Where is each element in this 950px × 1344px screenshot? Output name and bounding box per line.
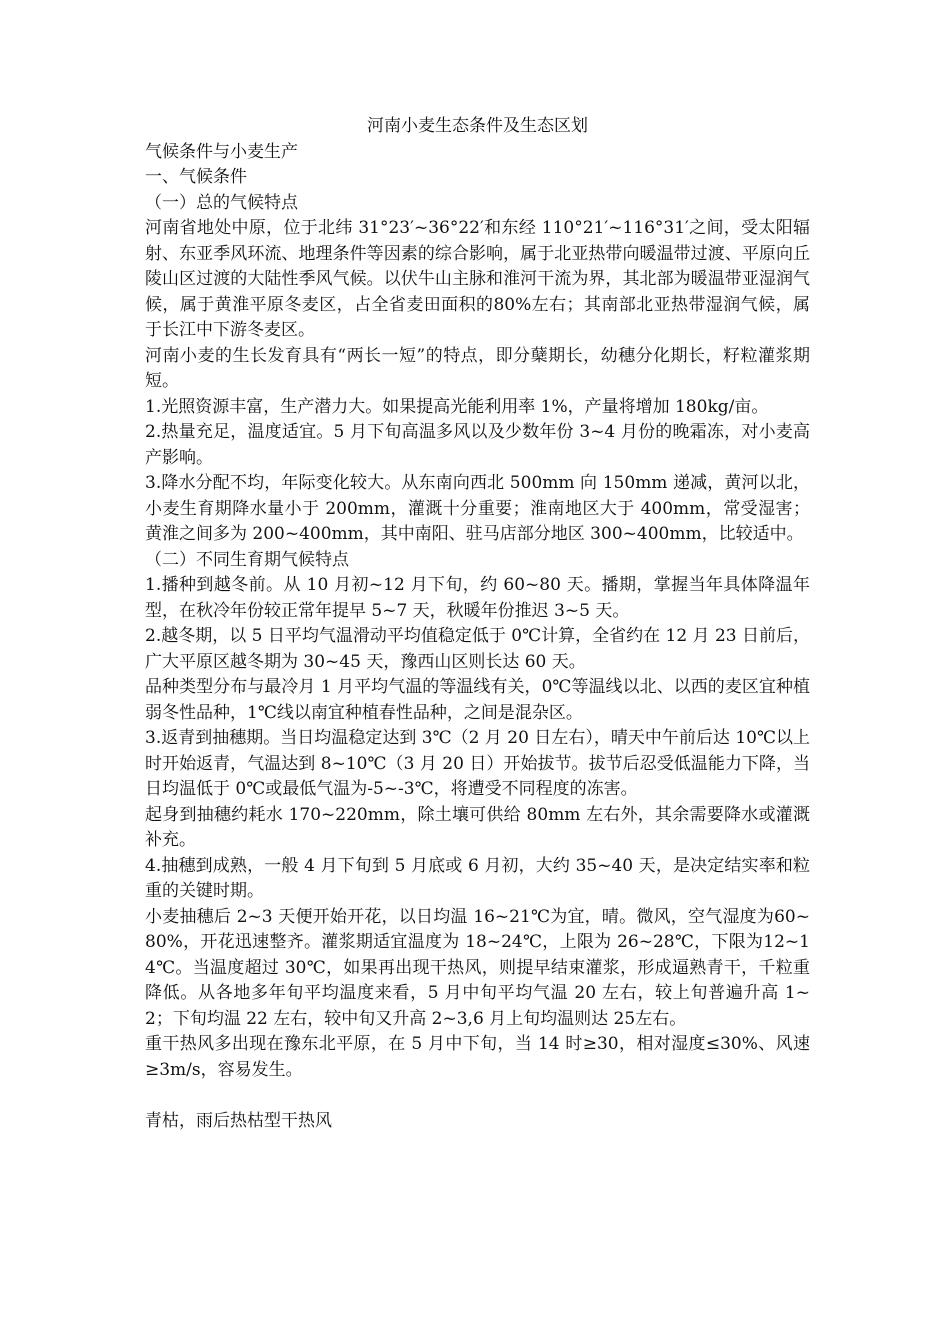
paragraph: 起身到抽穗约耗水 170~220mm，除土壤可供给 80mm 左右外，其余需要降水或灌溉补充。	[145, 804, 810, 850]
paragraph: 小麦抽穗后 2~3 天便开始开花，以日均温 16~21℃为宜，晴。微风，空气湿度为60~80%，开花迅速整齐。灌浆期适宜温度为 18~24℃，上限为 26~28℃，下限为12~14℃。当温度超过 30℃，如果再出现干热风，则提早结束灌浆，形成逼熟青干，千粒重降低。从各地多年旬平均温度来看，5 月中旬平均气温 20 左右，较上旬普遍升高 1~2；下旬均温 22 左右，较中旬又升高 2~3,6 月上旬均温则达 25左右。	[145, 906, 810, 1029]
paragraph: 品种类型分布与最冷月 1 月平均气温的等温线有关，0℃等温线以北、以西的麦区宜种植弱冬性品种，1℃线以南宜种植春性品种，之间是混杂区。	[145, 677, 810, 723]
paragraph: 1.播种到越冬前。从 10 月初~12 月下旬，约 60~80 天。播期，掌握当年具体降温年型，在秋冷年份较正常年提早 5~7 天，秋暖年份推迟 3~5 天。	[145, 575, 810, 621]
blank-line	[145, 1083, 810, 1109]
paragraph: 4.抽穗到成熟，一般 4 月下旬到 5 月底或 6 月初，大约 35~40 天，是决定结实率和粒重的关键时期。	[145, 855, 810, 901]
document-title: 河南小麦生态条件及生态区划	[367, 116, 588, 136]
document-body	[145, 114, 810, 1134]
paragraph: 3.返青到抽穗期。当日均温稳定达到 3℃（2 月 20 日左右），晴天中午前后达 10℃以上时开始返青，气温达到 8~10℃（3 月 20 日）开始拔节。拔节后忍受低温能力下降，当日均温低于 0℃或最低气温为-5~-3℃，将遭受不同程度的冻害。	[145, 728, 810, 799]
paragraph: 1.光照资源丰富，生产潜力大。如果提高光能利用率 1%，产量将增加 180kg/亩。	[145, 396, 769, 417]
subsection-heading: （二）不同生育期气候特点	[145, 549, 349, 570]
paragraph: 重干热风多出现在豫东北平原，在 5 月中下旬，当 14 时≥30，相对湿度≤30%、风速≥3m/s，容易发生。	[145, 1034, 810, 1080]
paragraph: 2.热量充足，温度适宜。5 月下旬高温多风以及少数年份 3~4 月份的晚霜冻，对小麦高产影响。	[145, 422, 810, 468]
paragraph: 3.降水分配不均，年际变化较大。从东南向西北 500mm 向 150mm 递减，黄河以北，小麦生育期降水量小于 200mm，灌溉十分重要；淮南地区大于 400mm，常受湿害；黄淮之间多为 200~400mm，其中南阳、驻马店部分地区 300~400mm，比较适中。	[145, 473, 810, 544]
subsection-heading: （一）总的气候特点	[145, 192, 298, 213]
section-heading: 一、气候条件	[145, 167, 247, 187]
section-heading: 气候条件与小麦生产	[145, 141, 298, 162]
paragraph: 河南小麦的生长发育具有“两长一短”的特点，即分蘖期长，幼穗分化期长，籽粒灌浆期短。	[145, 345, 810, 391]
paragraph: 河南省地处中原，位于北纬 31°23′~36°22′和东经 110°21′~116°31′之间，受太阳辐射、东亚季风环流、地理条件等因素的综合影响，属于北亚热带向暖温带过渡、平原向丘陵山区过渡的大陆性季风气候。以伏牛山主脉和淮河干流为界，其北部为暖温带亚湿润气候，属于黄淮平原冬麦区，占全省麦田面积的80%左右；其南部北亚热带湿润气候，属于长江中下游冬麦区。	[145, 218, 810, 340]
paragraph: 青枯，雨后热枯型干热风	[145, 1110, 332, 1131]
paragraph: 2.越冬期，以 5 日平均气温滑动平均值稳定低于 0℃计算，全省约在 12 月 23 日前后，广大平原区越冬期为 30~45 天，豫西山区则长达 60 天。	[145, 626, 810, 672]
